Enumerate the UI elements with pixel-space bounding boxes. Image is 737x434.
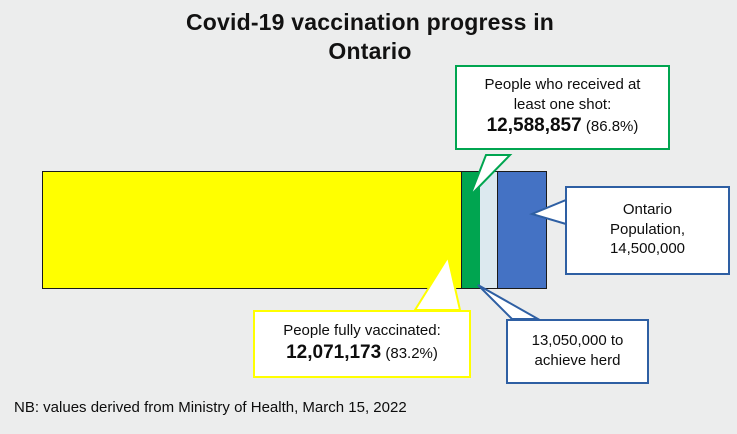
callout-one-dose: [455, 65, 670, 150]
callout-population-line-1: Ontario: [622, 201, 673, 218]
callout-one-dose-line-2: least one shot:: [513, 95, 612, 113]
callout-fully-vaccinated-percent: (83.2%): [385, 344, 438, 362]
stacked-bar: [42, 171, 547, 289]
callout-herd-line-1: 13,050,000 to: [531, 332, 624, 349]
callout-fully-vaccinated-value: 12,071,173: [286, 341, 382, 363]
callout-one-dose-percent: (86.8%): [585, 118, 639, 135]
title-line-1: Covid-19 vaccination progress in: [185, 9, 555, 35]
callout-fully-vaccinated: [253, 310, 471, 378]
callout-one-dose-value: 12,588,857: [486, 115, 582, 136]
callout-herd-line-2: achieve herd: [534, 351, 621, 369]
bar-segment-herd-immunity: [480, 171, 497, 289]
callout-one-dose-value-row: [463, 114, 662, 139]
page-title: [120, 8, 620, 67]
callout-fully-vaccinated-line-1: People fully vaccinated:: [283, 322, 441, 339]
callout-population-value: 14,500,000: [609, 240, 686, 257]
title-line-2: Ontario: [328, 38, 412, 65]
bar-segment-one-dose: [462, 171, 480, 289]
bar-segment-fully-vaccinated: [42, 171, 462, 289]
bar-segment-population: [497, 171, 547, 289]
callout-fully-vaccinated-value-row: [261, 341, 463, 366]
callout-population-line-2: Population,: [609, 220, 686, 238]
callout-population: [565, 186, 730, 275]
callout-one-dose-line-1: People who received at: [484, 76, 641, 93]
footnote: NB: values derived from Ministry of Health, March 15, 2022: [14, 399, 407, 416]
callout-herd-immunity: [506, 319, 649, 384]
leader-herd: [478, 285, 538, 319]
